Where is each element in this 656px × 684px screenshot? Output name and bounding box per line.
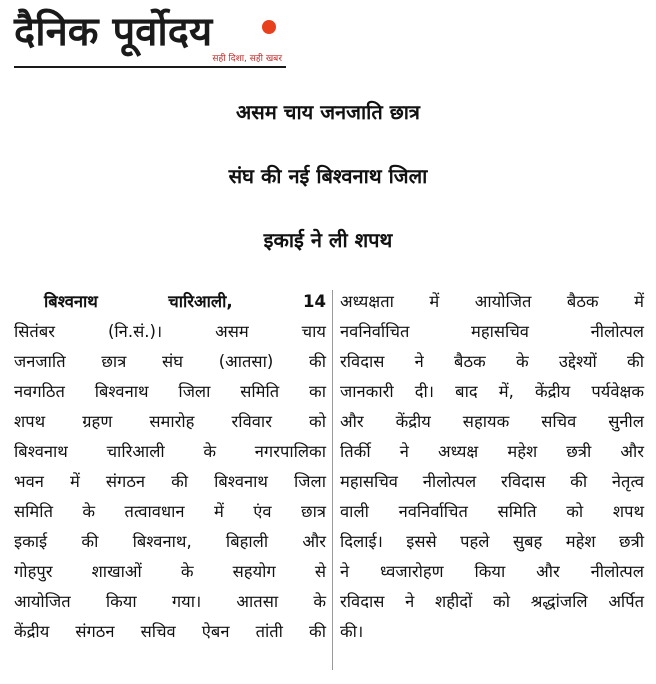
article-line: सितंबर (नि.सं.)। असम चाय xyxy=(14,322,326,341)
article-line: महासचिव नीलोत्पल रविदास की नेतृत्व xyxy=(340,472,644,491)
article-line: जानकारी दी। बाद में, केंद्रीय पर्यवेक्षक xyxy=(340,382,644,401)
article-column-right xyxy=(340,287,644,647)
article-line: शपथ ग्रहण समारोह रविवार को xyxy=(14,412,326,431)
article-line: और केंद्रीय सहायक सचिव सुनील xyxy=(340,412,644,431)
article-line: भवन में संगठन की बिश्वनाथ जिला xyxy=(14,472,326,491)
article-line: नवनिर्वाचित महासचिव नीलोत्पल xyxy=(340,322,644,341)
article-line: की। xyxy=(340,622,364,641)
article-line: इकाई की बिश्वनाथ, बिहाली और xyxy=(14,532,326,551)
article-line: दिलाई। इससे पहले सुबह महेश छत्री xyxy=(340,532,644,551)
column-divider xyxy=(332,290,333,670)
logo-dot-icon xyxy=(262,20,276,34)
article-line: रविदास ने बैठक के उद्देश्यों की xyxy=(340,352,644,371)
article-line: नवगठित बिश्वनाथ जिला समिति का xyxy=(14,382,326,401)
article-line xyxy=(14,287,326,317)
headline-line-2: संघ की नई बिश्वनाथ जिला xyxy=(228,164,428,188)
article-line: तिर्की ने अध्यक्ष महेश छत्री और xyxy=(340,442,644,461)
headline-line-1: असम चाय जनजाति छात्र xyxy=(236,100,420,124)
article-line: आयोजित किया गया। आतसा के xyxy=(14,592,326,611)
article-line: गोहपुर शाखाओं के सहयोग से xyxy=(14,562,326,581)
article-column-left xyxy=(14,287,326,647)
article-line: रविदास ने शहीदों को श्रद्धांजलि अर्पित xyxy=(340,592,644,611)
article-line: केंद्रीय संगठन सचिव ऐबन तांती की xyxy=(14,622,326,641)
masthead-tagline: सही दिशा, सही खबर xyxy=(212,54,282,64)
article-line: ने ध्वजारोहण किया और नीलोत्पल xyxy=(340,562,644,581)
newspaper-logo: दैनिक पूर्वोदय xyxy=(14,9,213,55)
article-line: समिति के तत्वावधान में एंव छात्र xyxy=(14,502,326,521)
dateline: बिश्वनाथ चारिआली, 14 xyxy=(44,292,326,311)
article-line: बिश्वनाथ चारिआली के नगरपालिका xyxy=(14,442,326,461)
headline-line-3: इकाई ने ली शपथ xyxy=(263,228,393,252)
article-line: जनजाति छात्र संघ (आतसा) की xyxy=(14,352,326,371)
article-line: अध्यक्षता में आयोजित बैठक में xyxy=(340,292,644,311)
headline xyxy=(0,80,656,272)
masthead xyxy=(14,8,286,72)
article-line: वाली नवनिर्वाचित समिति को शपथ xyxy=(340,502,644,521)
masthead-rule xyxy=(14,66,286,68)
